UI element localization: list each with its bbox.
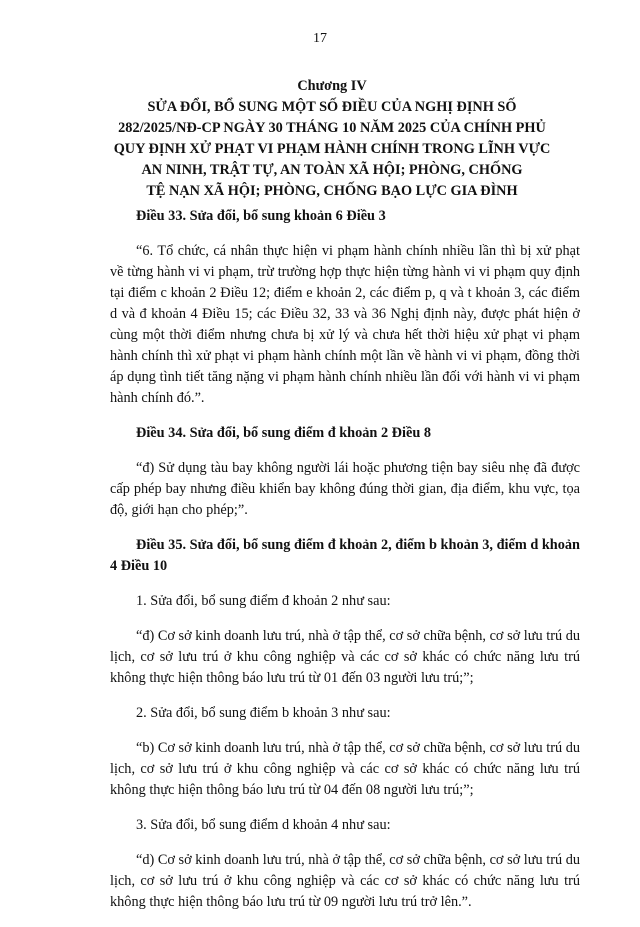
- document-body: [110, 206, 580, 927]
- article-33-title: Điều 33. Sửa đổi, bổ sung khoản 6 Điều 3: [136, 208, 386, 224]
- article-34-text: “đ) Sử dụng tàu bay không người lái hoặc phương tiện bay siêu nhẹ đã được cấp phép bay nhưng điều khiển bay không đúng thời gian, địa điểm, khu vực, tọa độ, giới hạn cho phép;”.: [110, 460, 580, 518]
- heading-line: SỬA ĐỔI, BỔ SUNG MỘT SỐ ĐIỀU CỦA NGHỊ ĐỊNH SỐ: [147, 99, 517, 115]
- article-35-clause-1-text: “đ) Cơ sở kinh doanh lưu trú, nhà ở tập thể, cơ sở chữa bệnh, cơ sở lưu trú du lịch, cơ sở lưu trú ở khu công nghiệp và các cơ sở khác có chức năng lưu trú không thực hiện thông báo lưu trú từ 01 đến 03 người lưu trú;”;: [110, 628, 580, 686]
- heading-line: QUY ĐỊNH XỬ PHẠT VI PHẠM HÀNH CHÍNH TRONG LĨNH VỰC: [113, 141, 551, 157]
- heading-line: 282/2025/NĐ-CP NGÀY 30 THÁNG 10 NĂM 2025 CỦA CHÍNH PHỦ: [118, 120, 546, 136]
- article-35-clause-3-text: “d) Cơ sở kinh doanh lưu trú, nhà ở tập thể, cơ sở chữa bệnh, cơ sở lưu trú du lịch, cơ sở lưu trú ở khu công nghiệp và các cơ sở khác có chức năng lưu trú không thực hiện thông báo lưu trú từ 09 người lưu trú trở lên.”.: [110, 852, 580, 910]
- chapter-heading: [90, 76, 574, 202]
- article-35-clause-1-label: 1. Sửa đổi, bổ sung điểm đ khoản 2 như sau:: [136, 593, 391, 609]
- article-35-clause-2-label: 2. Sửa đổi, bổ sung điểm b khoản 3 như sau:: [136, 705, 391, 721]
- article-33-text: “6. Tổ chức, cá nhân thực hiện vi phạm hành chính nhiều lần thì bị xử phạt về từng hành vi vi phạm, trừ trường hợp thực hiện từng hành vi vi phạm quy định tại điểm c khoản 2 Điều 12; điểm e khoản 2, các điểm p, q và t khoản 3, các điểm d và đ khoản 4 Điều 15; các Điều 32, 33 và 36 Nghị định này, được phát hiện ở cùng một thời điểm nhưng chưa bị xử lý và chưa hết thời hiệu xử phạt vi phạm hành chính thì xử phạt vi phạm hành chính một lần về hành vi vi phạm, đồng thời áp dụng tình tiết tăng nặng vi phạm hành chính nhiều lần đối với hành vi vi phạm hành chính đó.”.: [110, 243, 580, 406]
- page-number: 17: [313, 31, 327, 46]
- article-35-title: Điều 35. Sửa đổi, bổ sung điểm đ khoản 2, điểm b khoản 3, điểm d khoản 4 Điều 10: [110, 537, 580, 574]
- article-35-clause-2-text: “b) Cơ sở kinh doanh lưu trú, nhà ở tập thể, cơ sở chữa bệnh, cơ sở lưu trú du lịch, cơ sở lưu trú ở khu công nghiệp và các cơ sở khác có chức năng lưu trú không thực hiện thông báo lưu trú từ 04 đến 08 người lưu trú;”;: [110, 740, 580, 798]
- chapter-title: Chương IV: [297, 78, 367, 94]
- article-34-title: Điều 34. Sửa đổi, bổ sung điểm đ khoản 2 Điều 8: [136, 425, 431, 441]
- heading-line: TỆ NẠN XÃ HỘI; PHÒNG, CHỐNG BẠO LỰC GIA ĐÌNH: [146, 183, 518, 199]
- heading-line: AN NINH, TRẬT TỰ, AN TOÀN XÃ HỘI; PHÒNG, CHỐNG: [141, 162, 523, 178]
- article-35-clause-3-label: 3. Sửa đổi, bổ sung điểm d khoản 4 như sau:: [136, 817, 391, 833]
